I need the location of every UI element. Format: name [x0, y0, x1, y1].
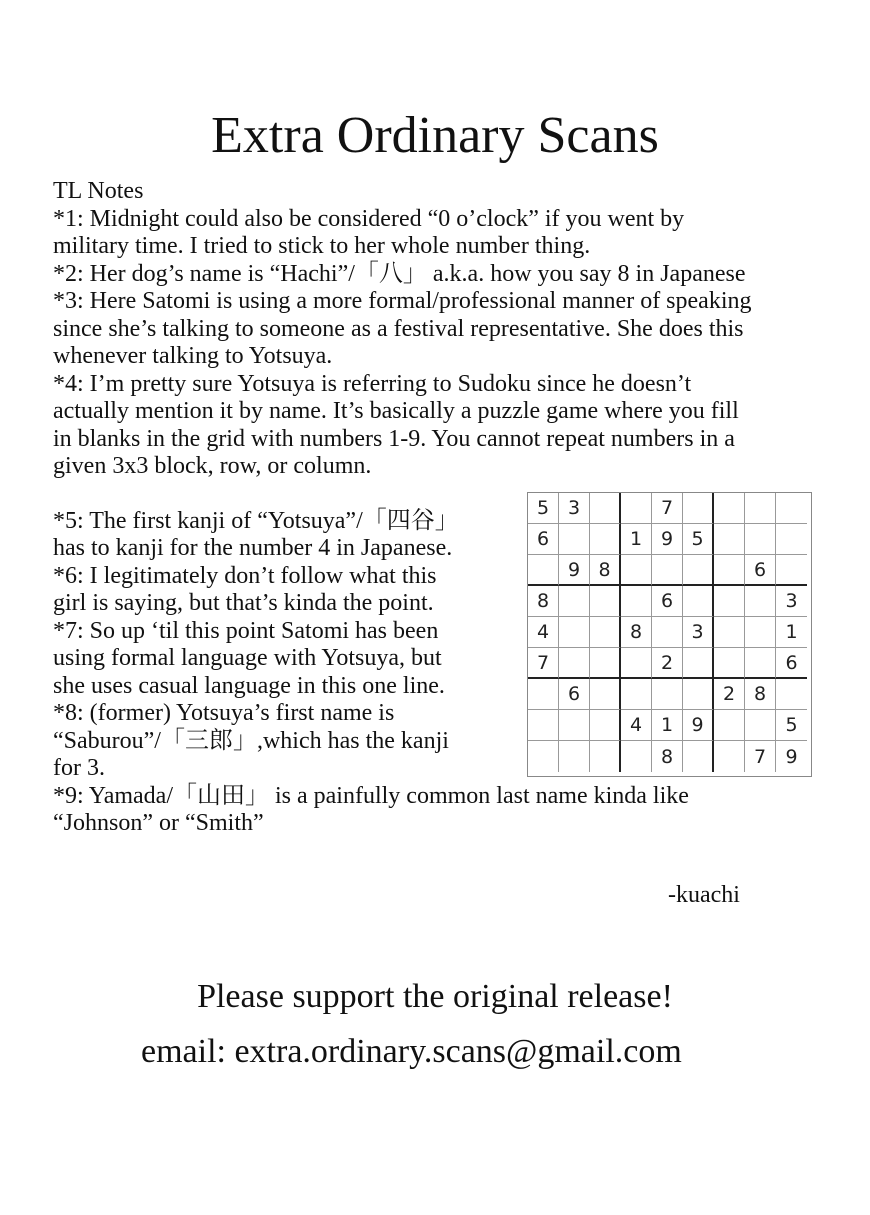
sudoku-cell: 3: [559, 493, 590, 524]
sudoku-cell: [683, 648, 714, 679]
note-line: actually mention it by name. It’s basically a puzzle game where you fill: [53, 398, 739, 424]
sudoku-cell: [652, 679, 683, 710]
sudoku-cell: [714, 617, 745, 648]
note-line: girl is saying, but that’s kinda the point.: [53, 590, 434, 616]
sudoku-cell: [683, 493, 714, 524]
sudoku-cell: [528, 741, 559, 772]
sudoku-cell: 6: [652, 586, 683, 617]
sudoku-grid: [527, 492, 812, 777]
note-line: *1: Midnight could also be considered “0 o’clock” if you went by: [53, 205, 685, 232]
sudoku-cell: [776, 555, 807, 586]
note-line: for 3.: [53, 755, 105, 781]
contact-email: email: extra.ordinary.scans@gmail.com: [141, 1033, 682, 1070]
note-line: given 3x3 block, row, or column.: [53, 453, 372, 479]
sudoku-cell: [559, 648, 590, 679]
sudoku-cell: [590, 679, 621, 710]
sudoku-cell: [683, 555, 714, 586]
sudoku-cell: 6: [559, 679, 590, 710]
sudoku-cell: [745, 648, 776, 679]
sudoku-cell: [776, 679, 807, 710]
note-line: whenever talking to Yotsuya.: [53, 343, 333, 369]
sudoku-cell: [559, 741, 590, 772]
sudoku-cell: [683, 586, 714, 617]
note-line: has to kanji for the number 4 in Japanese.: [53, 535, 453, 561]
sudoku-cell: 7: [528, 648, 559, 679]
sudoku-cell: [776, 524, 807, 555]
sudoku-cell: [590, 648, 621, 679]
sudoku-cell: [745, 617, 776, 648]
sudoku-cell: 1: [621, 524, 652, 555]
sudoku-cell: [683, 741, 714, 772]
note-line: *9: Yamada/「山田」 is a painfully common last name kinda like: [53, 782, 689, 809]
note-line: *8: (former) Yotsuya’s first name is: [53, 700, 395, 726]
sudoku-cell: [745, 524, 776, 555]
sudoku-cell: [714, 710, 745, 741]
sudoku-cell: [714, 586, 745, 617]
page-title: Extra Ordinary Scans: [211, 107, 659, 164]
sudoku-cell: 8: [590, 555, 621, 586]
sudoku-cell: 2: [714, 679, 745, 710]
sudoku-cell: 4: [528, 617, 559, 648]
support-message: Please support the original release!: [197, 978, 673, 1015]
sudoku-cell: 6: [776, 648, 807, 679]
sudoku-cell: 8: [528, 586, 559, 617]
sudoku-cell: 7: [745, 741, 776, 772]
sudoku-cell: [590, 617, 621, 648]
sudoku-cell: [776, 493, 807, 524]
signature: -kuachi: [668, 882, 740, 908]
note-line: since she’s talking to someone as a festival representative. She does this: [53, 315, 744, 342]
note-line: “Johnson” or “Smith”: [53, 810, 264, 836]
sudoku-cell: 7: [652, 493, 683, 524]
sudoku-cell: 8: [745, 679, 776, 710]
sudoku-cell: 9: [652, 524, 683, 555]
note-line: she uses casual language in this one line.: [53, 672, 445, 699]
sudoku-cell: [590, 741, 621, 772]
sudoku-cell: 6: [528, 524, 559, 555]
sudoku-cell: [714, 555, 745, 586]
note-line: using formal language with Yotsuya, but: [53, 645, 442, 671]
sudoku-cell: [590, 586, 621, 617]
sudoku-cell: [621, 493, 652, 524]
notes-top-block: [53, 206, 870, 481]
sudoku-cell: 1: [776, 617, 807, 648]
sudoku-cell: [528, 555, 559, 586]
note-line: *4: I’m pretty sure Yotsuya is referring to Sudoku since he doesn’t: [53, 370, 692, 397]
sudoku-cell: [528, 679, 559, 710]
sudoku-cell: 5: [683, 524, 714, 555]
sudoku-cell: [621, 555, 652, 586]
sudoku-cell: [621, 586, 652, 617]
sudoku-cell: [559, 586, 590, 617]
sudoku-cell: 5: [776, 710, 807, 741]
note-line: *2: Her dog’s name is “Hachi”/「八」 a.k.a. how you say 8 in Japanese: [53, 260, 746, 287]
note-line: military time. I tried to stick to her whole number thing.: [53, 233, 591, 259]
sudoku-cell: 4: [621, 710, 652, 741]
sudoku-cell: [559, 524, 590, 555]
sudoku-cell: 9: [785, 745, 798, 768]
sudoku-cell: 5: [528, 493, 559, 524]
sudoku-cell: [528, 710, 559, 741]
sudoku-cell: [590, 710, 621, 741]
sudoku-cell: [714, 524, 745, 555]
sudoku-cell: 8: [652, 741, 683, 772]
sudoku-cell: 9: [559, 555, 590, 586]
sudoku-cell: [559, 617, 590, 648]
sudoku-cell: [714, 648, 745, 679]
sudoku-cell: [652, 555, 683, 586]
sudoku-cell: [559, 710, 590, 741]
sudoku-cell: [621, 741, 652, 772]
sudoku-cell: 8: [621, 617, 652, 648]
note-line: *7: So up ‘til this point Satomi has been: [53, 617, 439, 644]
sudoku-cell: 6: [745, 555, 776, 586]
sudoku-cell: [590, 493, 621, 524]
sudoku-cell: [745, 586, 776, 617]
sudoku-cell: [652, 617, 683, 648]
note-line: *6: I legitimately don’t follow what this: [53, 562, 437, 589]
sudoku-cell: 3: [776, 586, 807, 617]
sudoku-cell: 9: [683, 710, 714, 741]
sudoku-cell: [621, 648, 652, 679]
sudoku-cell: 3: [683, 617, 714, 648]
note-line: *3: Here Satomi is using a more formal/professional manner of speaking: [53, 288, 752, 314]
note-line: “Saburou”/「三郎」,which has the kanji: [53, 727, 449, 754]
sudoku-cell: [621, 679, 652, 710]
note-line: *5: The first kanji of “Yotsuya”/「四谷」: [53, 507, 459, 534]
sudoku-cell: [745, 710, 776, 741]
sudoku-cell: [745, 493, 776, 524]
sudoku-cell: [714, 741, 745, 772]
sudoku-cell: 2: [652, 648, 683, 679]
sudoku-cell: [590, 524, 621, 555]
sudoku-cell: 1: [652, 710, 683, 741]
notes-heading: TL Notes: [53, 178, 144, 204]
sudoku-cell: [714, 493, 745, 524]
note-line: in blanks in the grid with numbers 1-9. You cannot repeat numbers in a: [53, 425, 735, 452]
sudoku-cell: [683, 679, 714, 710]
